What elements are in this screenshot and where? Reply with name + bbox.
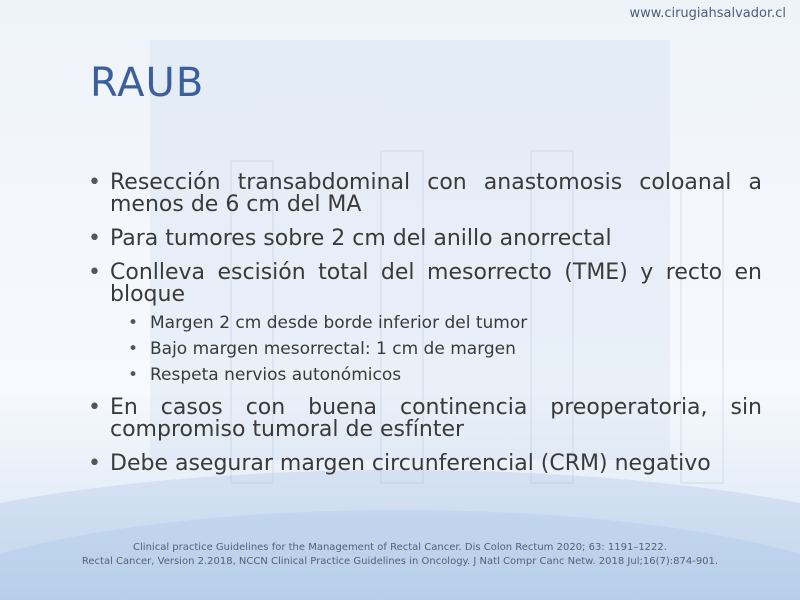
sub-bullet-item: • Margen 2 cm desde borde inferior del tumor	[128, 314, 762, 333]
bullet-text: Conlleva escisión total del mesorrecto (TME) y recto en bloque	[110, 260, 762, 307]
bullet-item	[88, 397, 762, 441]
sub-bullet-item: • Bajo margen mesorrectal: 1 cm de margen	[128, 340, 762, 359]
bullet-text: Resección transabdominal con anastomosis coloanal a menos de 6 cm del MA	[110, 170, 762, 217]
bullet-text: En casos con buena continencia preoperatoria, sin compromiso tumoral de esfínter	[110, 395, 762, 442]
reference-line: Rectal Cancer, Version 2.2018, NCCN Clinical Practice Guidelines in Oncology. J Natl Compr Canc Netw. 2018 Jul;16(7):874-901.	[81, 556, 719, 567]
bullet-item	[88, 228, 762, 250]
sub-bullet-item: • Respeta nervios autonómicos	[128, 366, 762, 385]
bullet-item	[88, 172, 762, 216]
bullet-item	[88, 453, 762, 475]
website-url: www.cirugiahsalvador.cl	[629, 6, 786, 21]
bullet-list	[88, 172, 762, 487]
slide-title: RAUB	[90, 60, 205, 106]
reference-line: Clinical practice Guidelines for the Management of Rectal Cancer. Dis Colon Rectum 2020; 63: 1191–1222.	[133, 542, 667, 553]
bullet-text: Debe asegurar margen circunferencial (CRM) negativo	[110, 451, 711, 476]
bullet-text: Para tumores sobre 2 cm del anillo anorrectal	[110, 226, 612, 251]
references	[0, 541, 800, 569]
bullet-item	[88, 262, 762, 385]
sub-bullet-list	[110, 314, 762, 385]
